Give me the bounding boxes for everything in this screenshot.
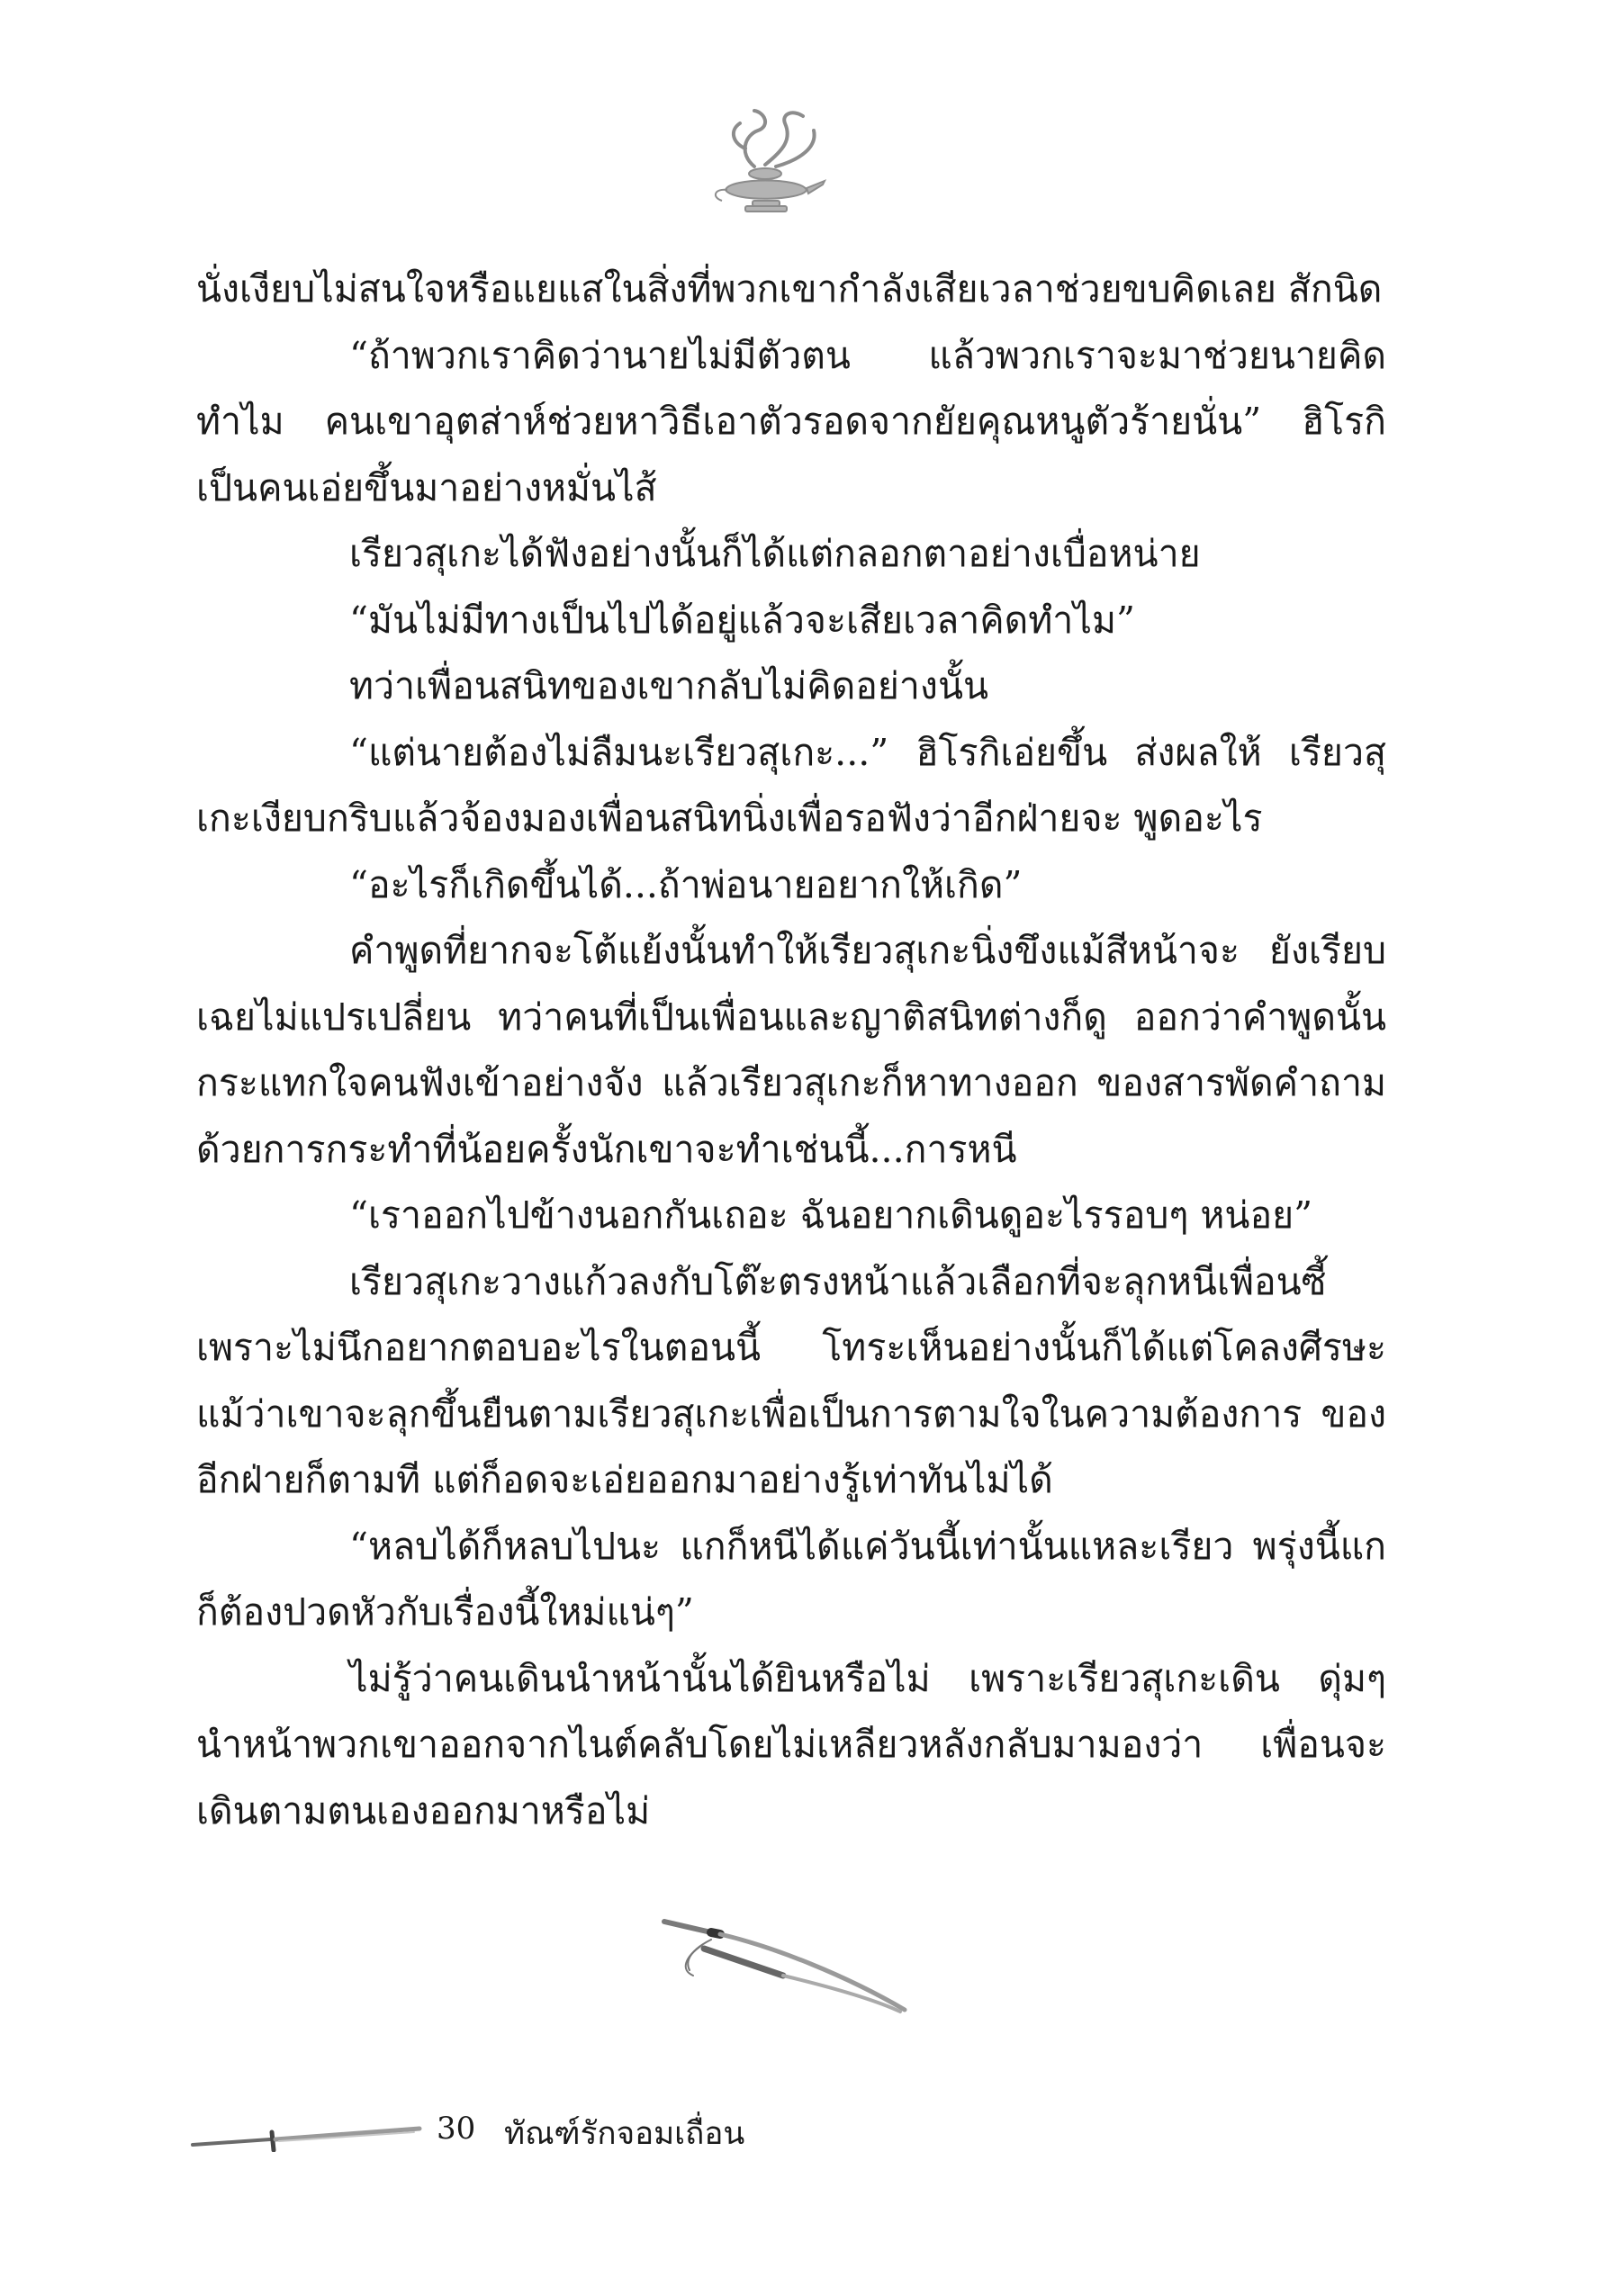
paragraph: “มันไม่มีทางเป็นไปได้อยู่แล้วจะเสียเวลาคิดทำไม” bbox=[349, 598, 1135, 642]
page-number: 30 bbox=[437, 2111, 476, 2147]
sword-line-icon bbox=[189, 2120, 423, 2152]
katana-icon bbox=[648, 1913, 918, 2021]
body-text bbox=[196, 257, 1386, 1844]
paragraph: ไม่รู้ว่าคนเดินนำหน้านั้นได้ยินหรือไม่ เพราะเรียวสุเกะเดิน ดุ่มๆ นำหน้าพวกเขาออกจากไนต์คลับโดยไม่เหลียวหลังกลับมามองว่า เพื่อนจะเดินตามตนเองออกมาหรือไม่ bbox=[196, 1656, 1386, 1832]
genie-lamp-icon bbox=[702, 104, 828, 221]
paragraph: “อะไรก็เกิดขึ้นได้...ถ้าพ่อนายอยากให้เกิด” bbox=[349, 862, 1023, 906]
paragraph: “แต่นายต้องไม่ลืมนะเรียวสุเกะ...” ฮิโรกิเอ่ยขึ้น ส่งผลให้ เรียวสุเกะเงียบกริบแล้วจ้องมองเพื่อนสนิทนิ่งเพื่อรอฟังว่าอีกฝ่ายจะ พูดอะไร bbox=[196, 730, 1386, 840]
paragraph: คำพูดที่ยากจะโต้แย้งนั้นทำให้เรียวสุเกะนิ่งขึงแม้สีหน้าจะ ยังเรียบเฉยไม่แปรเปลี่ยน ทว่าคนที่เป็นเพื่อนและญาติสนิทต่างก็ดู ออกว่าคำพูดนั้นกระแทกใจคนฟังเข้าอย่างจัง แล้วเรียวสุเกะก็หาทางออก ของสารพัดคำถามด้วยการกระทำที่น้อยครั้งนักเขาจะทำเช่นนี้...การหนี bbox=[196, 929, 1386, 1171]
paragraph: ทว่าเพื่อนสนิทของเขากลับไม่คิดอย่างนั้น bbox=[349, 664, 988, 707]
paragraph: เรียวสุเกะได้ฟังอย่างนั้นก็ได้แต่กลอกตาอย่างเบื่อหน่าย bbox=[349, 532, 1201, 575]
book-title: ทัณฑ์รักจอมเถื่อน bbox=[504, 2116, 745, 2152]
paragraph: “ถ้าพวกเราคิดว่านายไม่มีตัวตน แล้วพวกเราจะมาช่วยนายคิด ทำไม คนเขาอุตส่าห์ช่วยหาวิธีเอาตัวรอดจากยัยคุณหนูตัวร้ายนั่น” ฮิโรกิ เป็นคนเอ่ยขึ้นมาอย่างหมั่นไส้ bbox=[196, 333, 1386, 509]
paragraph: “หลบได้ก็หลบไปนะ แกก็หนีได้แค่วันนี้เท่านั้นแหละเรียว พรุ่งนี้แกก็ต้องปวดหัวกับเรื่องนี้ใหม่แน่ๆ” bbox=[196, 1524, 1386, 1634]
paragraph: นั่งเงียบไม่สนใจหรือแยแสในสิ่งที่พวกเขากำลังเสียเวลาช่วยขบคิดเลย สักนิด bbox=[196, 267, 1383, 311]
paragraph: เรียวสุเกะวางแก้วลงกับโต๊ะตรงหน้าแล้วเลือกที่จะลุกหนีเพื่อนซี้ เพราะไม่นึกอยากตอบอะไรในตอนนี้ โทระเห็นอย่างนั้นก็ได้แต่โคลงศีรษะ แม้ว่าเขาจะลุกขึ้นยืนตามเรียวสุเกะเพื่อเป็นการตามใจในความต้องการ ของอีกฝ่ายก็ตามที แต่ก็อดจะเอ่ยออกมาอย่างรู้เท่าทันไม่ได้ bbox=[196, 1259, 1386, 1501]
paragraph: “เราออกไปข้างนอกกันเถอะ ฉันอยากเดินดูอะไรรอบๆ หน่อย” bbox=[349, 1193, 1313, 1237]
